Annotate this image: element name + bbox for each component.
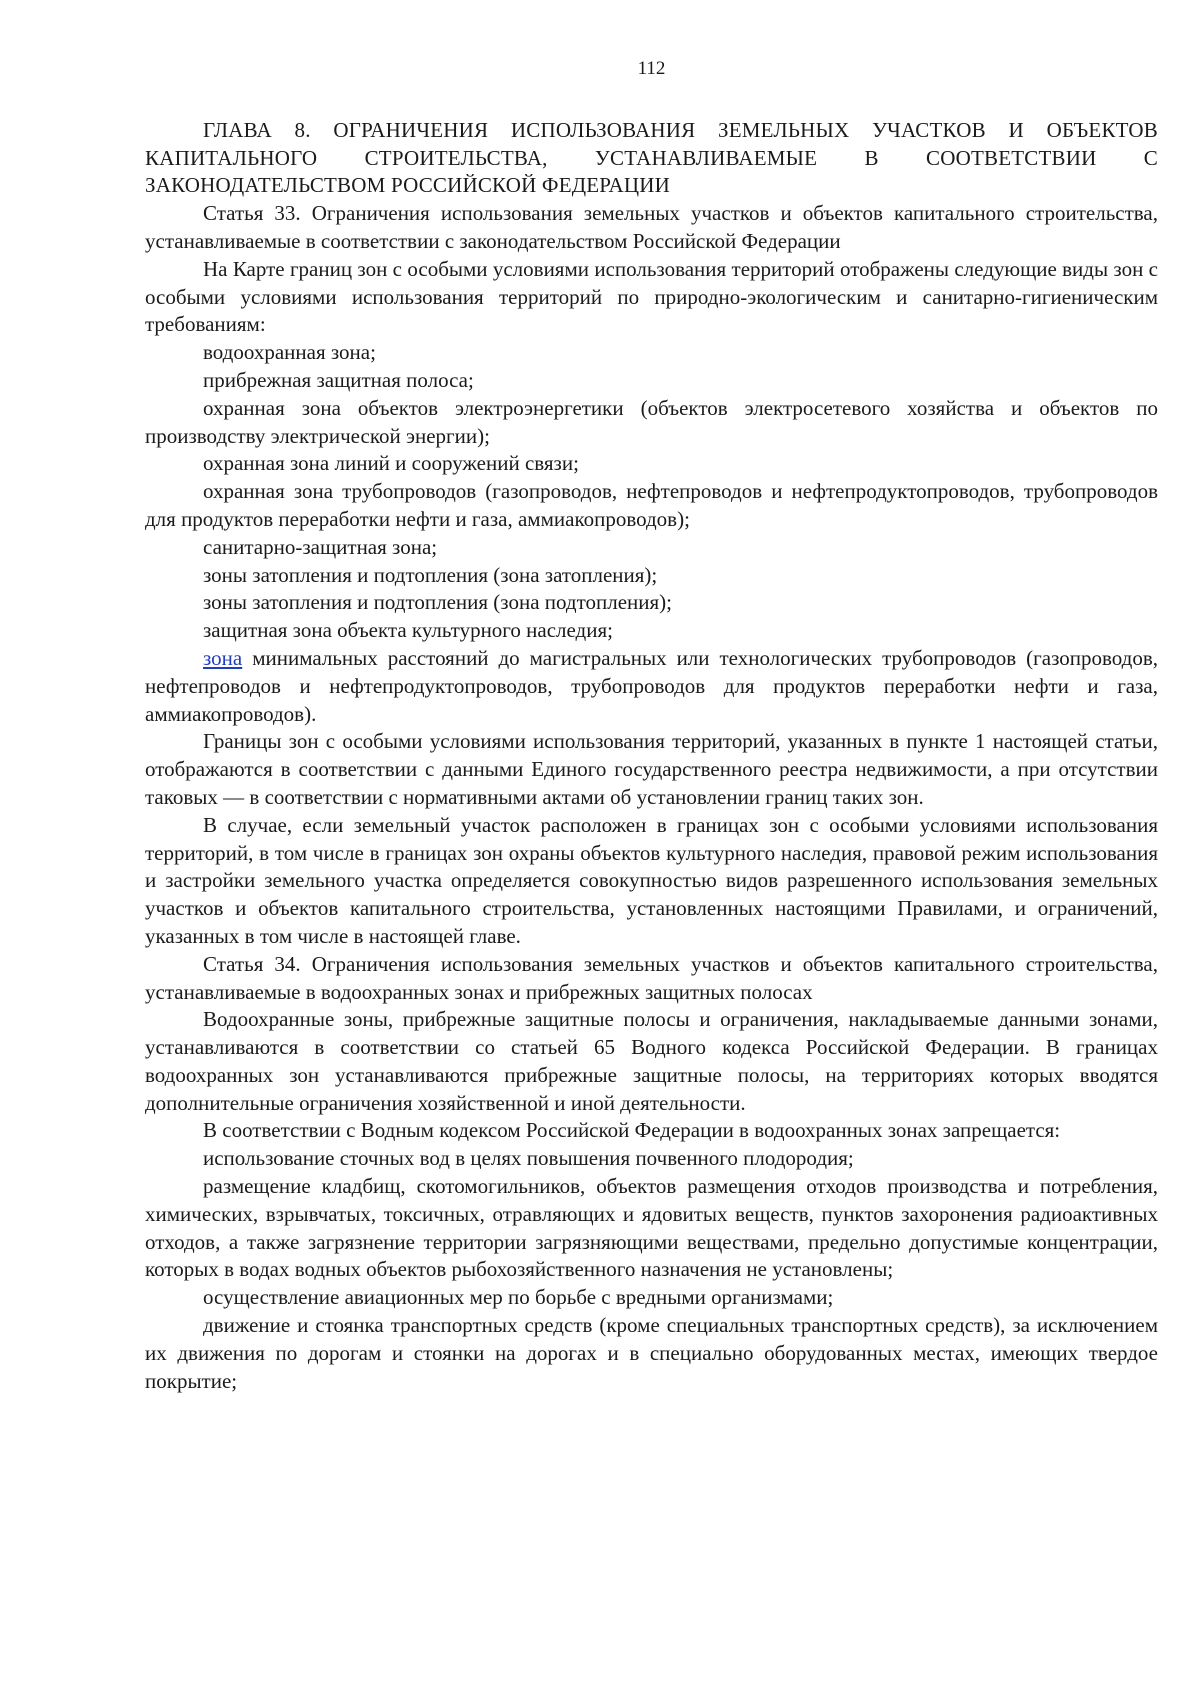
- prohibited-list-item: осуществление авиационных мер по борьбе с вредными организмами;: [203, 1285, 834, 1310]
- prohibited-list-item: размещение кладбищ, скотомогильников, объектов размещения отходов производства и потребления, химических, взрывчатых, токсичных, отравляющих и ядовитых веществ, пунктов захоронения радиоактивных отходов, а также загрязнение территории загрязняющими веществами, предельно допустимые концентрации, которых в водах водных объектов рыбохозяйственного назначения не установлены;: [145, 1174, 1158, 1282]
- zone-list-item: охранная зона трубопроводов (газопроводов, нефтепроводов и нефтепродуктопроводов, трубопроводов для продуктов переработки нефти и газа, аммиакопроводов);: [145, 479, 1158, 531]
- zone-list-item: зоны затопления и подтопления (зона подтопления);: [203, 590, 672, 615]
- boundaries-paragraph: Границы зон с особыми условиями использования территорий, указанных в пункте 1 настоящей статьи, отображаются в соответствии с данными Единого государственного реестра недвижимости, а при отсутствии таковых — в соответствии с нормативными актами об установлении границ таких зон.: [145, 729, 1158, 809]
- article-34-intro: Водоохранные зоны, прибрежные защитные полосы и ограничения, накладываемые данными зонами, устанавливаются в соответствии со статьей 65 Водного кодекса Российской Федерации. В границах водоохранных зон устанавливаются прибрежные защитные полосы, на территориях которых вводятся дополнительные ограничения хозяйственной и иной деятельности.: [145, 1007, 1158, 1115]
- legal-regime-paragraph: В случае, если земельный участок расположен в границах зон с особыми условиями использования территорий, в том числе в границах зон охраны объектов культурного наследия, правовой режим использования и застройки земельного участка определяется совокупностью видов разрешенного использования земельных участков и объектов капитального строительства, установленных настоящими Правилами, и ограничений, указанных в том числе в настоящей главе.: [145, 812, 1158, 948]
- zone-link-rest: минимальных расстояний до магистральных или технологических трубопроводов (газопроводов, нефтепроводов и нефтепродуктопроводов, трубопроводов для продуктов переработки нефти и газа, аммиакопроводов).: [145, 645, 1158, 726]
- article-33-intro: На Карте границ зон с особыми условиями использования территорий отображены следующие виды зон с особыми условиями использования территорий по природно-экологическим и санитарно-гигиеническим требованиям:: [145, 256, 1158, 337]
- article-34-title: Статья 34. Ограничения использования земельных участков и объектов капитального строительства, устанавливаемые в водоохранных зонах и прибрежных защитных полосах: [145, 951, 1158, 1004]
- zone-list-item: охранная зона линий и сооружений связи;: [203, 451, 579, 476]
- article-33-title: Статья 33. Ограничения использования земельных участков и объектов капитального строительства, устанавливаемые в соответствии с законодательством Российской Федерации: [145, 201, 1158, 253]
- zone-list-item-pipelines: [145, 645, 1158, 728]
- zone-list-item: санитарно-защитная зона;: [203, 534, 438, 559]
- prohibited-intro: В соответствии с Водным кодексом Российской Федерации в водоохранных зонах запрещается:: [203, 1118, 1061, 1143]
- zone-list-item: защитная зона объекта культурного наследия;: [203, 618, 613, 643]
- zone-list-item: охранная зона объектов электроэнергетики (объектов электросетевого хозяйства и объектов по производству электрической энергии);: [145, 395, 1158, 448]
- chapter-title: ГЛАВА 8. ОГРАНИЧЕНИЯ ИСПОЛЬЗОВАНИЯ ЗЕМЕЛЬНЫХ УЧАСТКОВ И ОБЪЕКТОВ КАПИТАЛЬНОГО СТРОИТЕЛЬСТВА, УСТАНАВЛИВАЕМЫЕ В СООТВЕТСТВИИ С ЗАКОНОДАТЕЛЬСТВОМ РОССИЙСКОЙ ФЕДЕРАЦИИ: [145, 117, 1158, 198]
- prohibited-list-item: использование сточных вод в целях повышения почвенного плодородия;: [203, 1146, 854, 1171]
- zone-list-item: прибрежная защитная полоса;: [203, 367, 474, 392]
- zone-list-item: водоохранная зона;: [203, 340, 376, 365]
- document-page: [145, 55, 1158, 1395]
- zone-link[interactable]: зона: [203, 645, 243, 670]
- zone-list-item: зоны затопления и подтопления (зона затопления);: [203, 562, 658, 587]
- prohibited-list-item: движение и стоянка транспортных средств (кроме специальных транспортных средств), за исключением их движения по дорогам и стоянки на дорогах и в специально оборудованных местах, имеющих твердое покрытие;: [145, 1313, 1158, 1393]
- page-number: 112: [637, 58, 666, 79]
